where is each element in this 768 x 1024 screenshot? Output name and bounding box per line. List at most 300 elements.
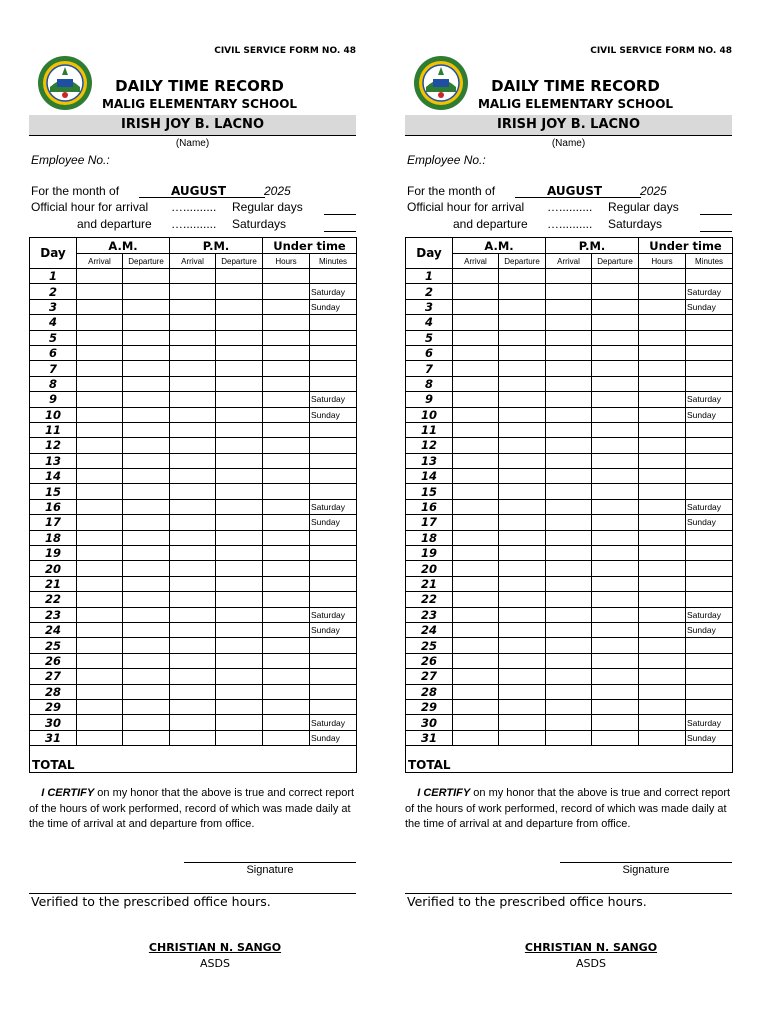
minutes-cell[interactable] [310,699,357,714]
time-cell[interactable] [453,345,499,360]
time-cell[interactable] [453,699,499,714]
time-cell[interactable] [453,330,499,345]
time-cell[interactable] [639,361,686,376]
time-cell[interactable] [592,638,639,653]
time-cell[interactable] [216,592,263,607]
time-cell[interactable] [216,392,263,407]
minutes-cell[interactable]: Saturday [686,284,733,299]
time-cell[interactable] [77,392,123,407]
time-cell[interactable] [546,330,592,345]
minutes-cell[interactable] [310,469,357,484]
time-cell[interactable] [639,345,686,360]
time-cell[interactable] [453,515,499,530]
time-cell[interactable] [77,284,123,299]
time-cell[interactable] [453,499,499,514]
minutes-cell[interactable] [310,330,357,345]
time-cell[interactable] [592,576,639,591]
minutes-cell[interactable]: Saturday [686,392,733,407]
time-cell[interactable] [453,715,499,730]
time-cell[interactable] [216,376,263,391]
time-cell[interactable] [639,576,686,591]
minutes-cell[interactable] [686,469,733,484]
time-cell[interactable] [123,730,170,745]
time-cell[interactable] [77,638,123,653]
time-cell[interactable] [499,499,546,514]
time-cell[interactable] [263,530,310,545]
time-cell[interactable] [170,561,216,576]
time-cell[interactable] [263,684,310,699]
time-cell[interactable] [453,576,499,591]
time-cell[interactable] [453,361,499,376]
time-cell[interactable] [123,561,170,576]
time-cell[interactable] [170,653,216,668]
time-cell[interactable] [453,653,499,668]
time-cell[interactable] [123,622,170,637]
time-cell[interactable] [499,299,546,314]
time-cell[interactable] [123,284,170,299]
time-cell[interactable] [499,699,546,714]
time-cell[interactable] [453,453,499,468]
time-cell[interactable] [216,438,263,453]
time-cell[interactable] [216,546,263,561]
time-cell[interactable] [453,530,499,545]
time-cell[interactable] [170,345,216,360]
time-cell[interactable] [639,299,686,314]
time-cell[interactable] [123,699,170,714]
minutes-cell[interactable] [686,315,733,330]
time-cell[interactable] [263,438,310,453]
time-cell[interactable] [170,715,216,730]
time-cell[interactable] [216,422,263,437]
time-cell[interactable] [453,730,499,745]
time-cell[interactable] [453,422,499,437]
time-cell[interactable] [263,607,310,622]
time-cell[interactable] [170,361,216,376]
time-cell[interactable] [216,622,263,637]
time-cell[interactable] [216,345,263,360]
time-cell[interactable] [499,684,546,699]
time-cell[interactable] [216,284,263,299]
time-cell[interactable] [546,299,592,314]
time-cell[interactable] [263,699,310,714]
time-cell[interactable] [263,392,310,407]
time-cell[interactable] [170,407,216,422]
time-cell[interactable] [77,684,123,699]
minutes-cell[interactable]: Saturday [310,715,357,730]
time-cell[interactable] [592,530,639,545]
time-cell[interactable] [263,622,310,637]
time-cell[interactable] [592,499,639,514]
time-cell[interactable] [592,484,639,499]
time-cell[interactable] [216,699,263,714]
minutes-cell[interactable]: Sunday [686,730,733,745]
time-cell[interactable] [639,438,686,453]
minutes-cell[interactable] [686,345,733,360]
time-cell[interactable] [216,730,263,745]
time-cell[interactable] [123,376,170,391]
time-cell[interactable] [546,530,592,545]
time-cell[interactable] [639,499,686,514]
minutes-cell[interactable]: Saturday [310,284,357,299]
time-cell[interactable] [499,561,546,576]
time-cell[interactable] [263,330,310,345]
time-cell[interactable] [592,730,639,745]
minutes-cell[interactable] [686,684,733,699]
minutes-cell[interactable]: Saturday [686,715,733,730]
time-cell[interactable] [77,622,123,637]
time-cell[interactable] [499,376,546,391]
time-cell[interactable] [123,469,170,484]
time-cell[interactable] [170,484,216,499]
time-cell[interactable] [453,561,499,576]
time-cell[interactable] [170,376,216,391]
time-cell[interactable] [170,284,216,299]
time-cell[interactable] [639,607,686,622]
time-cell[interactable] [592,345,639,360]
time-cell[interactable] [170,515,216,530]
time-cell[interactable] [639,453,686,468]
time-cell[interactable] [592,607,639,622]
time-cell[interactable] [546,607,592,622]
minutes-cell[interactable] [310,345,357,360]
minutes-cell[interactable] [686,592,733,607]
minutes-cell[interactable]: Sunday [686,299,733,314]
time-cell[interactable] [499,315,546,330]
time-cell[interactable] [77,438,123,453]
time-cell[interactable] [123,715,170,730]
time-cell[interactable] [263,299,310,314]
time-cell[interactable] [77,546,123,561]
time-cell[interactable] [499,669,546,684]
time-cell[interactable] [546,376,592,391]
minutes-cell[interactable]: Saturday [310,392,357,407]
time-cell[interactable] [592,669,639,684]
time-cell[interactable] [592,392,639,407]
time-cell[interactable] [592,330,639,345]
time-cell[interactable] [123,345,170,360]
time-cell[interactable] [546,315,592,330]
time-cell[interactable] [263,453,310,468]
time-cell[interactable] [77,299,123,314]
time-cell[interactable] [546,546,592,561]
time-cell[interactable] [499,653,546,668]
time-cell[interactable] [639,561,686,576]
minutes-cell[interactable] [310,653,357,668]
time-cell[interactable] [170,684,216,699]
time-cell[interactable] [499,638,546,653]
time-cell[interactable] [546,576,592,591]
time-cell[interactable] [639,546,686,561]
time-cell[interactable] [170,499,216,514]
minutes-cell[interactable] [310,546,357,561]
time-cell[interactable] [123,684,170,699]
minutes-cell[interactable]: Sunday [310,515,357,530]
time-cell[interactable] [453,469,499,484]
time-cell[interactable] [453,546,499,561]
time-cell[interactable] [263,576,310,591]
time-cell[interactable] [453,592,499,607]
time-cell[interactable] [639,376,686,391]
time-cell[interactable] [499,407,546,422]
time-cell[interactable] [592,269,639,284]
time-cell[interactable] [123,315,170,330]
time-cell[interactable] [546,669,592,684]
time-cell[interactable] [499,622,546,637]
minutes-cell[interactable] [686,422,733,437]
time-cell[interactable] [546,361,592,376]
time-cell[interactable] [263,561,310,576]
time-cell[interactable] [499,546,546,561]
time-cell[interactable] [639,407,686,422]
time-cell[interactable] [263,715,310,730]
time-cell[interactable] [216,269,263,284]
time-cell[interactable] [499,469,546,484]
minutes-cell[interactable] [686,638,733,653]
minutes-cell[interactable] [310,484,357,499]
time-cell[interactable] [546,515,592,530]
minutes-cell[interactable] [686,438,733,453]
minutes-cell[interactable] [310,269,357,284]
minutes-cell[interactable] [686,330,733,345]
time-cell[interactable] [639,315,686,330]
time-cell[interactable] [263,469,310,484]
minutes-cell[interactable]: Sunday [686,515,733,530]
time-cell[interactable] [123,407,170,422]
time-cell[interactable] [123,592,170,607]
time-cell[interactable] [499,392,546,407]
time-cell[interactable] [592,407,639,422]
time-cell[interactable] [592,422,639,437]
minutes-cell[interactable] [686,561,733,576]
time-cell[interactable] [77,330,123,345]
time-cell[interactable] [123,299,170,314]
time-cell[interactable] [216,315,263,330]
time-cell[interactable] [546,622,592,637]
time-cell[interactable] [170,530,216,545]
time-cell[interactable] [123,269,170,284]
time-cell[interactable] [546,269,592,284]
time-cell[interactable] [639,622,686,637]
time-cell[interactable] [170,422,216,437]
time-cell[interactable] [77,484,123,499]
minutes-cell[interactable]: Saturday [686,607,733,622]
time-cell[interactable] [77,653,123,668]
time-cell[interactable] [77,422,123,437]
time-cell[interactable] [453,376,499,391]
time-cell[interactable] [123,515,170,530]
time-cell[interactable] [77,530,123,545]
time-cell[interactable] [546,469,592,484]
time-cell[interactable] [216,407,263,422]
minutes-cell[interactable] [686,576,733,591]
time-cell[interactable] [77,269,123,284]
time-cell[interactable] [639,515,686,530]
time-cell[interactable] [639,484,686,499]
time-cell[interactable] [216,499,263,514]
minutes-cell[interactable] [310,361,357,376]
time-cell[interactable] [499,438,546,453]
time-cell[interactable] [499,592,546,607]
minutes-cell[interactable] [310,315,357,330]
time-cell[interactable] [216,684,263,699]
time-cell[interactable] [216,484,263,499]
time-cell[interactable] [639,638,686,653]
time-cell[interactable] [123,422,170,437]
time-cell[interactable] [77,715,123,730]
time-cell[interactable] [592,284,639,299]
time-cell[interactable] [499,422,546,437]
time-cell[interactable] [170,546,216,561]
time-cell[interactable] [592,684,639,699]
time-cell[interactable] [592,653,639,668]
time-cell[interactable] [77,407,123,422]
time-cell[interactable] [77,592,123,607]
time-cell[interactable] [499,269,546,284]
time-cell[interactable] [592,592,639,607]
time-cell[interactable] [639,392,686,407]
time-cell[interactable] [77,376,123,391]
time-cell[interactable] [546,715,592,730]
time-cell[interactable] [546,730,592,745]
time-cell[interactable] [123,546,170,561]
minutes-cell[interactable] [310,453,357,468]
time-cell[interactable] [170,269,216,284]
minutes-cell[interactable]: Saturday [310,607,357,622]
minutes-cell[interactable] [686,546,733,561]
time-cell[interactable] [499,484,546,499]
time-cell[interactable] [546,561,592,576]
time-cell[interactable] [170,330,216,345]
time-cell[interactable] [170,669,216,684]
time-cell[interactable] [592,376,639,391]
time-cell[interactable] [170,592,216,607]
time-cell[interactable] [592,469,639,484]
time-cell[interactable] [216,638,263,653]
time-cell[interactable] [77,699,123,714]
time-cell[interactable] [170,315,216,330]
time-cell[interactable] [123,669,170,684]
time-cell[interactable] [592,561,639,576]
minutes-cell[interactable]: Sunday [310,299,357,314]
time-cell[interactable] [639,530,686,545]
minutes-cell[interactable] [310,422,357,437]
time-cell[interactable] [546,422,592,437]
time-cell[interactable] [499,530,546,545]
time-cell[interactable] [546,699,592,714]
time-cell[interactable] [592,546,639,561]
time-cell[interactable] [170,638,216,653]
time-cell[interactable] [499,576,546,591]
minutes-cell[interactable]: Sunday [310,407,357,422]
time-cell[interactable] [123,361,170,376]
time-cell[interactable] [592,299,639,314]
time-cell[interactable] [170,622,216,637]
time-cell[interactable] [170,699,216,714]
time-cell[interactable] [453,669,499,684]
time-cell[interactable] [499,515,546,530]
time-cell[interactable] [546,438,592,453]
time-cell[interactable] [263,546,310,561]
minutes-cell[interactable] [310,684,357,699]
minutes-cell[interactable] [686,669,733,684]
minutes-cell[interactable]: Sunday [310,622,357,637]
time-cell[interactable] [546,284,592,299]
minutes-cell[interactable] [310,438,357,453]
time-cell[interactable] [170,453,216,468]
time-cell[interactable] [216,607,263,622]
time-cell[interactable] [499,453,546,468]
time-cell[interactable] [546,592,592,607]
time-cell[interactable] [263,499,310,514]
minutes-cell[interactable] [686,653,733,668]
time-cell[interactable] [639,669,686,684]
time-cell[interactable] [216,515,263,530]
time-cell[interactable] [123,330,170,345]
time-cell[interactable] [639,469,686,484]
time-cell[interactable] [216,330,263,345]
minutes-cell[interactable]: Sunday [310,730,357,745]
time-cell[interactable] [216,653,263,668]
time-cell[interactable] [123,576,170,591]
minutes-cell[interactable] [686,530,733,545]
time-cell[interactable] [639,715,686,730]
time-cell[interactable] [639,653,686,668]
minutes-cell[interactable] [310,376,357,391]
minutes-cell[interactable]: Sunday [686,622,733,637]
time-cell[interactable] [77,607,123,622]
time-cell[interactable] [499,730,546,745]
time-cell[interactable] [546,499,592,514]
time-cell[interactable] [499,607,546,622]
time-cell[interactable] [263,484,310,499]
minutes-cell[interactable] [310,638,357,653]
time-cell[interactable] [123,499,170,514]
time-cell[interactable] [77,499,123,514]
time-cell[interactable] [170,438,216,453]
time-cell[interactable] [546,484,592,499]
time-cell[interactable] [639,284,686,299]
time-cell[interactable] [453,638,499,653]
time-cell[interactable] [592,699,639,714]
time-cell[interactable] [592,515,639,530]
time-cell[interactable] [77,315,123,330]
time-cell[interactable] [639,592,686,607]
time-cell[interactable] [77,515,123,530]
time-cell[interactable] [170,607,216,622]
time-cell[interactable] [216,576,263,591]
time-cell[interactable] [263,269,310,284]
time-cell[interactable] [499,330,546,345]
time-cell[interactable] [639,699,686,714]
minutes-cell[interactable]: Sunday [686,407,733,422]
minutes-cell[interactable] [310,592,357,607]
time-cell[interactable] [123,392,170,407]
time-cell[interactable] [263,638,310,653]
time-cell[interactable] [263,315,310,330]
time-cell[interactable] [546,407,592,422]
time-cell[interactable] [263,730,310,745]
minutes-cell[interactable] [310,576,357,591]
minutes-cell[interactable] [686,484,733,499]
minutes-cell[interactable] [310,530,357,545]
time-cell[interactable] [592,715,639,730]
time-cell[interactable] [499,361,546,376]
time-cell[interactable] [263,669,310,684]
time-cell[interactable] [77,453,123,468]
time-cell[interactable] [123,638,170,653]
time-cell[interactable] [263,407,310,422]
time-cell[interactable] [123,530,170,545]
